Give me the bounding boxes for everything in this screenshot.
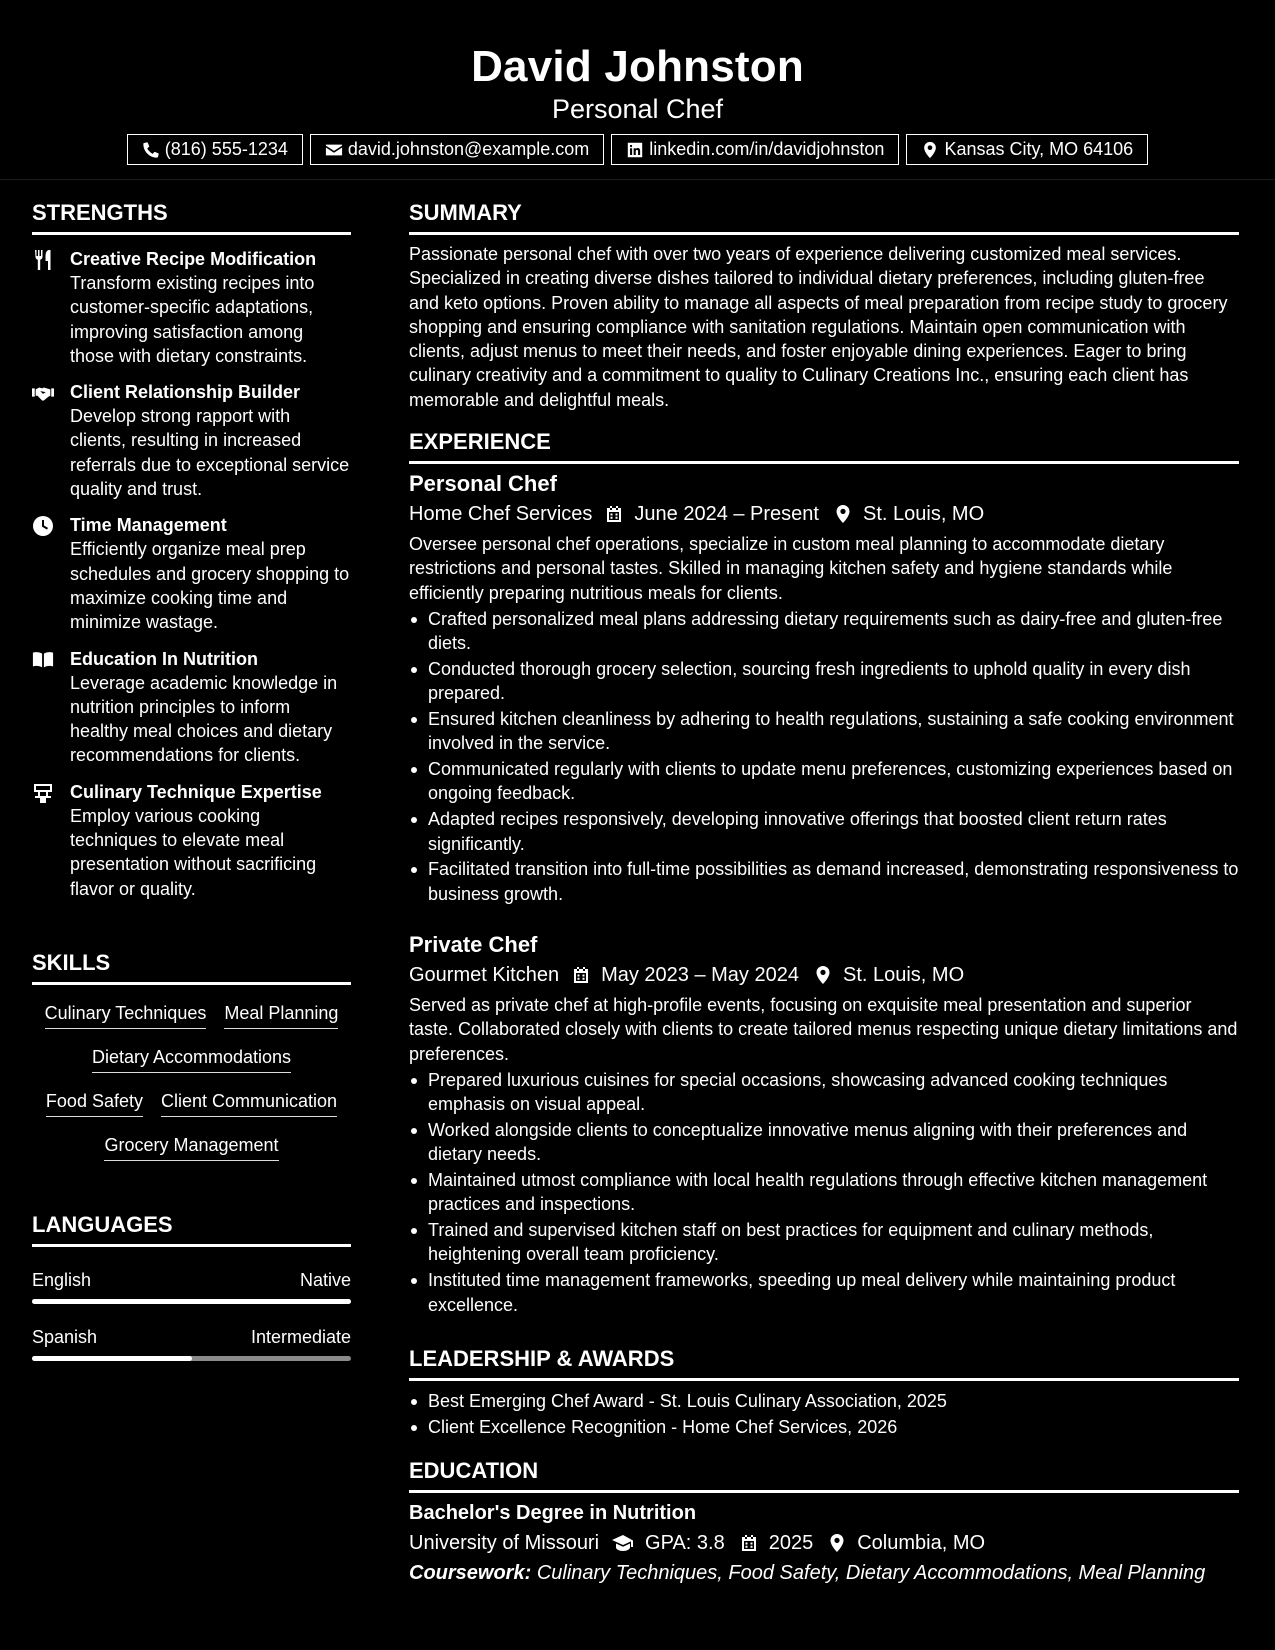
language-name: English xyxy=(32,1270,92,1290)
strength-item xyxy=(32,247,351,368)
skill-tag: Meal Planning xyxy=(224,1001,338,1029)
clock-icon xyxy=(32,515,54,537)
candidate-role: Personal Chef xyxy=(551,94,724,124)
skill-tag: Culinary Techniques xyxy=(45,1001,207,1029)
linkedin-icon xyxy=(626,141,644,159)
summary-section xyxy=(409,200,1239,412)
map-pin-icon xyxy=(833,504,853,524)
skill-tag: Food Safety xyxy=(46,1089,143,1117)
coursework-label: Coursework: xyxy=(409,1562,532,1584)
job-bullet: Crafted personalized meal plans addressing dietary requirements such as dairy-free and gluten-free diets. xyxy=(409,607,1239,656)
experience-section xyxy=(409,429,1239,907)
envelope-icon xyxy=(325,141,343,159)
summary-title: SUMMARY xyxy=(409,200,1239,235)
job-title: Private Chef xyxy=(409,932,538,957)
language-proficiency-bar xyxy=(32,1299,351,1304)
strength-item xyxy=(32,513,351,634)
job-entry xyxy=(409,931,1239,1318)
language-level: Native xyxy=(299,1270,351,1290)
calendar-icon xyxy=(604,504,624,524)
award-item: Client Excellence Recognition - Home Chef Services, 2026 xyxy=(409,1415,1239,1439)
skills-section xyxy=(32,950,351,1161)
degree-title: Bachelor's Degree in Nutrition xyxy=(409,1502,697,1524)
job-bullet: Communicated regularly with clients to update menu preferences, customizing experiences based on ongoing feedback. xyxy=(409,757,1239,806)
job-bullets xyxy=(409,1068,1239,1317)
gpa: GPA: 3.8 xyxy=(645,1532,725,1554)
job-description: Served as private chef at high-profile events, focusing on exquisite meal presentation and superior taste. Collaborated closely with clients to create tailored menus respecting unique dietary limitations and preferences. xyxy=(409,995,1238,1064)
map-pin-icon xyxy=(813,965,833,985)
contact-linkedin-text: linkedin.com/in/davidjohnston xyxy=(649,139,885,159)
strength-desc: Leverage academic knowledge in nutrition principles to inform healthy meal choices and dietary recommendations for clients. xyxy=(70,672,338,766)
strength-title: Time Management xyxy=(70,515,227,536)
job-bullet: Instituted time management frameworks, speeding up meal delivery while maintaining product excellence. xyxy=(409,1268,1239,1317)
awards-section xyxy=(409,1346,1239,1441)
strength-title: Creative Recipe Modification xyxy=(70,249,317,269)
contact-email-text: david.johnston@example.com xyxy=(347,139,590,159)
contact-location[interactable] xyxy=(906,134,1148,165)
job-bullet: Conducted thorough grocery selection, sourcing fresh ingredients to uphold quality in every dish prepared. xyxy=(409,657,1239,706)
job-dates: May 2023 – May 2024 xyxy=(601,964,799,986)
map-pin-icon xyxy=(827,1533,847,1553)
language-item xyxy=(32,1326,351,1361)
coursework-list: Culinary Techniques, Food Safety, Dietary Accommodations, Meal Planning xyxy=(536,1562,1206,1584)
job-meta xyxy=(409,961,1239,989)
skills-title: SKILLS xyxy=(32,950,351,985)
job-bullet: Facilitated transition into full-time possibilities as demand increased, demonstrating responsiveness to business growth. xyxy=(409,857,1239,906)
awards-title: LEADERSHIP & AWARDS xyxy=(409,1346,1239,1381)
skill-tag: Dietary Accommodations xyxy=(92,1045,291,1073)
languages-title: LANGUAGES xyxy=(32,1212,351,1247)
contact-location-text: Kansas City, MO 64106 xyxy=(944,139,1134,159)
handshake-icon xyxy=(32,382,54,404)
job-description: Oversee personal chef operations, specialize in custom meal planning to accommodate dietary restrictions and personal tastes. Skilled in managing kitchen safety and hygiene standards while efficiently preparing nutritious meals for clients. xyxy=(409,534,1173,603)
strength-desc: Transform existing recipes into customer-specific adaptations, improving satisfaction among those with dietary constraints. xyxy=(70,273,315,366)
language-proficiency-bar xyxy=(32,1356,351,1361)
award-item: Best Emerging Chef Award - St. Louis Culinary Association, 2025 xyxy=(409,1389,1239,1413)
job-bullet: Ensured kitchen cleanliness by adhering to health regulations, sustaining a safe cooking environment involved in the service. xyxy=(409,707,1239,756)
graduation-cap-icon xyxy=(611,1533,635,1553)
job-bullets xyxy=(409,607,1239,906)
language-name: Spanish xyxy=(32,1327,98,1347)
job-bullet: Adapted recipes responsively, developing innovative offerings that boosted client return rates significantly. xyxy=(409,807,1239,856)
education-section xyxy=(409,1458,1239,1587)
strength-item xyxy=(32,780,351,901)
strength-title: Client Relationship Builder xyxy=(70,382,301,403)
languages-section xyxy=(32,1212,351,1361)
strengths-title: STRENGTHS xyxy=(32,200,351,235)
coursework xyxy=(409,1559,1239,1587)
job-bullet: Trained and supervised kitchen staff on best practices for equipment and culinary methods, heightening overall team proficiency. xyxy=(409,1218,1239,1267)
graduation-year: 2025 xyxy=(768,1532,814,1554)
strength-item xyxy=(32,647,351,768)
language-level: Intermediate xyxy=(250,1327,351,1347)
education-title: EDUCATION xyxy=(409,1458,1239,1493)
job-bullet: Maintained utmost compliance with local health regulations through effective kitchen management practices and inspections. xyxy=(409,1168,1239,1217)
job-company: Gourmet Kitchen xyxy=(409,964,560,986)
school-location: Columbia, MO xyxy=(857,1532,986,1554)
job-company: Home Chef Services xyxy=(409,503,593,525)
language-item xyxy=(32,1269,351,1304)
resume-header xyxy=(0,0,1275,180)
school-name: University of Missouri xyxy=(409,1532,600,1554)
contact-phone-text: (816) 555-1234 xyxy=(164,139,288,159)
strength-item xyxy=(32,380,351,501)
job-title: Personal Chef xyxy=(409,471,557,496)
contact-email[interactable] xyxy=(310,134,604,165)
experience-title: EXPERIENCE xyxy=(409,429,1239,464)
skills-list xyxy=(32,1001,351,1161)
contact-phone[interactable] xyxy=(127,134,303,165)
job-location: St. Louis, MO xyxy=(842,964,965,986)
education-meta xyxy=(409,1529,1239,1557)
candidate-name: David Johnston xyxy=(471,42,804,91)
strength-desc: Employ various cooking techniques to elevate meal presentation without sacrificing flavor or quality. xyxy=(70,805,317,899)
job-meta xyxy=(409,500,1239,528)
strength-desc: Develop strong rapport with clients, resulting in increased referrals due to exceptional service quality and trust. xyxy=(70,406,350,500)
map-pin-icon xyxy=(921,141,939,159)
strength-title: Education In Nutrition xyxy=(70,648,258,669)
chef-tools-icon xyxy=(32,782,54,804)
left-column xyxy=(32,200,351,1347)
strengths-list xyxy=(32,247,351,901)
job-bullet: Worked alongside clients to conceptualize innovative menus aligning with their preferences and dietary needs. xyxy=(409,1118,1239,1167)
phone-icon xyxy=(142,141,160,159)
book-open-icon xyxy=(32,649,54,671)
job-location: St. Louis, MO xyxy=(863,503,985,525)
contact-linkedin[interactable] xyxy=(611,134,899,165)
summary-text: Passionate personal chef with over two years of experience delivering customized meal services. Specialized in creating diverse dishes tailored to individual dietary preferences, including gluten-free and keto options. Proven ability to manage all aspects of meal preparation from recipe study to grocery shopping and ensuring compliance with sanitation regulations. Maintain open communication with clients, adjust menus to meet their needs, and foster enjoyable dining experiences. Eager to bring culinary creativity and a commitment to quality to Culinary Creations Inc., ensuring each client has memorable and delightful meals. xyxy=(409,244,1228,410)
skill-tag: Client Communication xyxy=(161,1089,337,1117)
skill-tag: Grocery Management xyxy=(104,1133,278,1161)
contact-bar xyxy=(0,134,1275,165)
job-bullet: Prepared luxurious cuisines for special occasions, showcasing advanced cooking techniques emphasis on visual appeal. xyxy=(409,1068,1239,1117)
calendar-icon xyxy=(739,1533,759,1553)
strength-desc: Efficiently organize meal prep schedules and grocery shopping to maximize cooking time and minimize wastage. xyxy=(70,539,350,633)
awards-list xyxy=(409,1389,1239,1439)
utensils-icon xyxy=(32,249,54,271)
strength-title: Culinary Technique Expertise xyxy=(70,781,322,802)
language-proficiency-fill xyxy=(32,1356,192,1361)
job-entry xyxy=(409,470,1239,906)
job-dates: June 2024 – Present xyxy=(634,503,819,525)
language-proficiency-fill xyxy=(32,1299,351,1304)
calendar-icon xyxy=(571,965,591,985)
